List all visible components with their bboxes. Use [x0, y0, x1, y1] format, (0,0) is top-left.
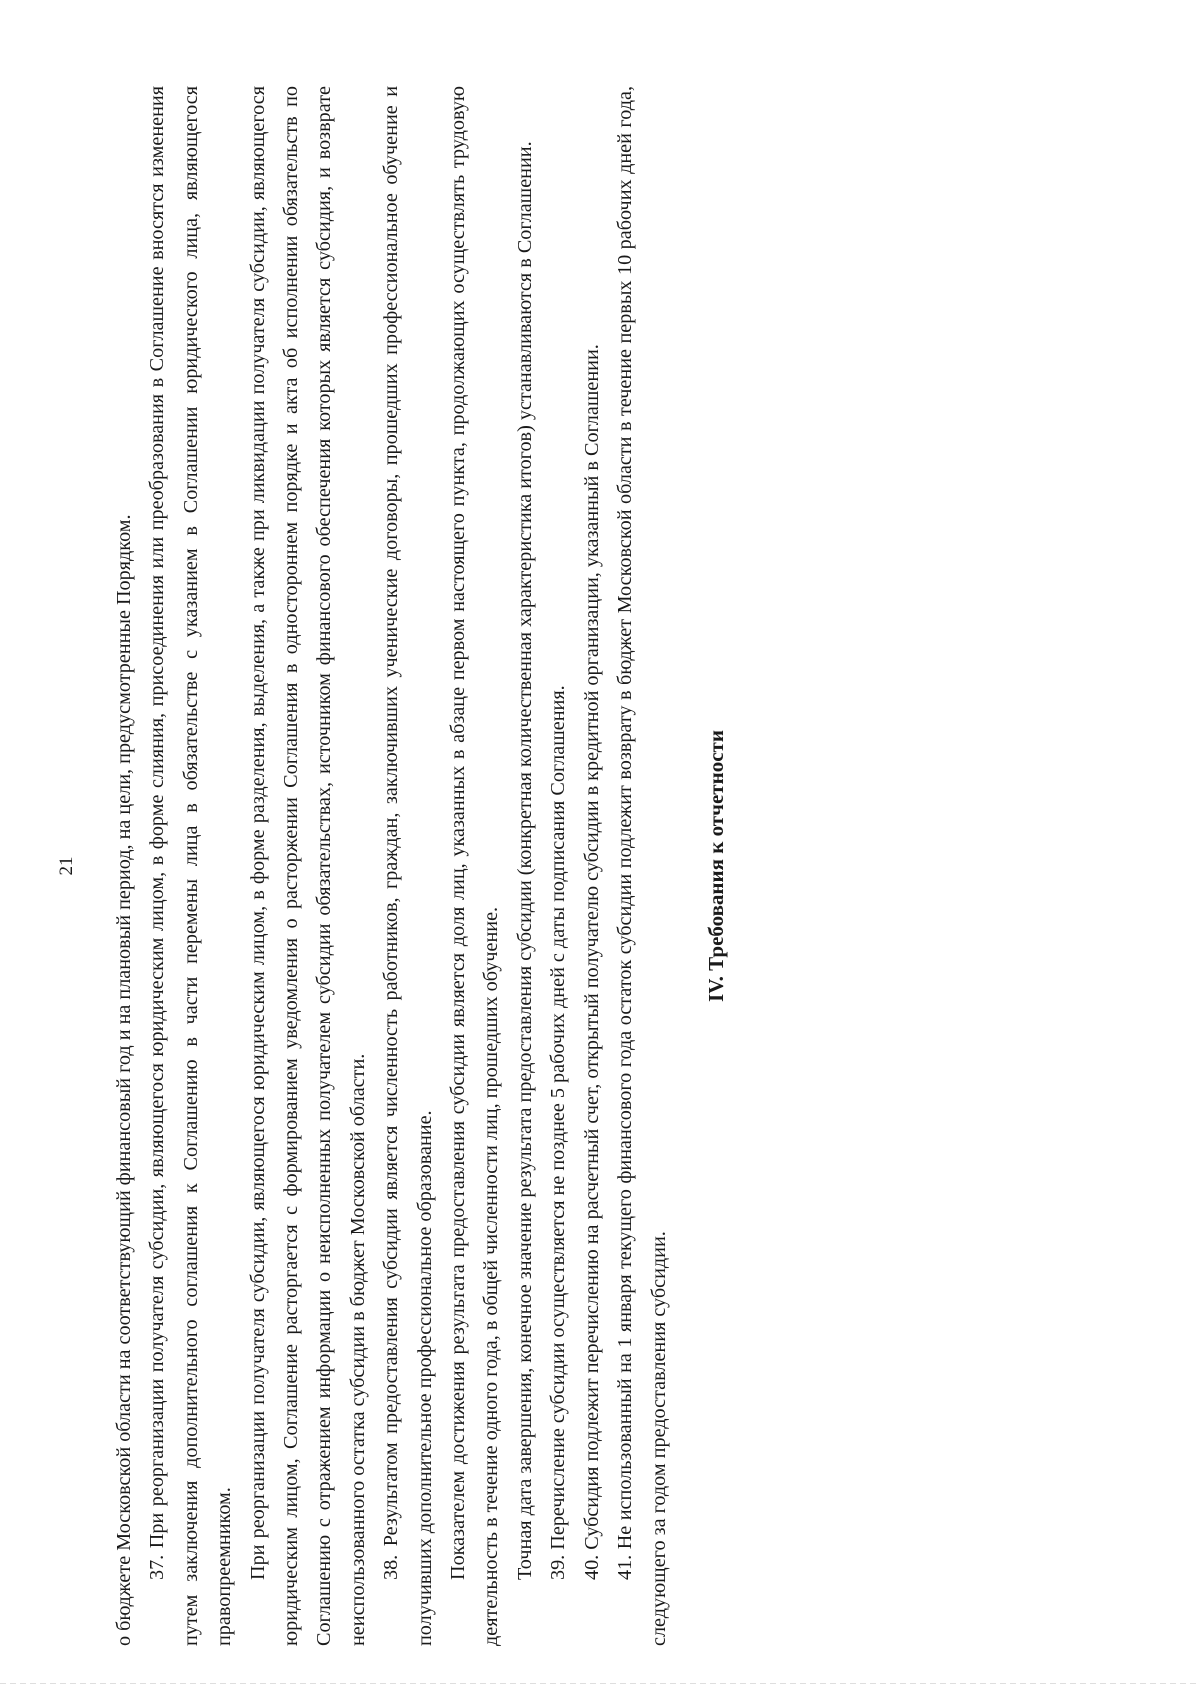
paragraph-41: 41. Не использованный на 1 января текущего финансового года остаток субсидии подлежит возврату в бюджет Московской области в течение первых 10 рабочих дней года, следующего за годом предоставления субсидии. — [614, 86, 670, 1646]
paragraph-37: 37. При реорганизации получателя субсидии, являющегося юридическим лицом, в форме слияния, присоединения или преобразования в Соглашение вносятся изменения путем заключения дополнительного соглашения к Соглашению в части перемены лица в обязательстве с указанием в Соглашении юридического лица, являющегося правопреемником. — [146, 86, 236, 1646]
scan-artifact-line — [0, 1683, 1200, 1684]
rotated-document-content — [56, 86, 968, 1646]
paragraph-continuation: о бюджете Московской области на соответствующий финансовый год и на плановый период, на цели, предусмотренные Порядком. — [113, 514, 135, 1646]
paragraph-39: 39. Перечисление субсидии осуществляется не позднее 5 рабочих дней с даты подписания Соглашения. — [547, 685, 570, 1580]
body-text — [108, 86, 676, 1646]
section-heading: IV. Требования к отчетности — [703, 730, 728, 1002]
paragraph-38: 38. Результатом предоставления субсидии является численность работников, граждан, заключивших ученические договоры, прошедших профессиональное обучение и получивших дополнительное профессиональное образование. — [380, 86, 436, 1646]
paragraph-37-reorganization: При реорганизации получателя субсидии, являющегося юридическим лицом, в форме разделения, выделения, а также при ликвидации получателя субсидии, являющегося юридическим лицом, Соглашение расторгается с формированием уведомления о расторжении Соглашения в одностороннем порядке и акта об исполнении обязательств по Соглашению с отражением информации о неисполненных получателем субсидии обязательствах, источником финансового обеспечения которых является субсидия, и возврате неиспользованного остатка субсидии в бюджет Московской области. — [246, 86, 369, 1646]
paragraph-40: 40. Субсидия подлежит перечислению на расчетный счет, открытый получателю субсидии в кредитной организации, указанный в Соглашении. — [580, 344, 603, 1580]
paragraph-38-completion-date: Точная дата завершения, конечное значение результата предоставления субсидии (конкретная количественная характеристика итогов) устанавливаются в Соглашении. — [513, 141, 536, 1580]
paragraph-38-indicator: Показателем достижения результата предоставления субсидии является доля лиц, указанных в абзаце первом настоящего пункта, продолжающих осуществлять трудовую деятельность в течение одного года, в общей численности лиц, прошедших обучение. — [447, 86, 503, 1646]
page-number: 21 — [56, 856, 77, 876]
